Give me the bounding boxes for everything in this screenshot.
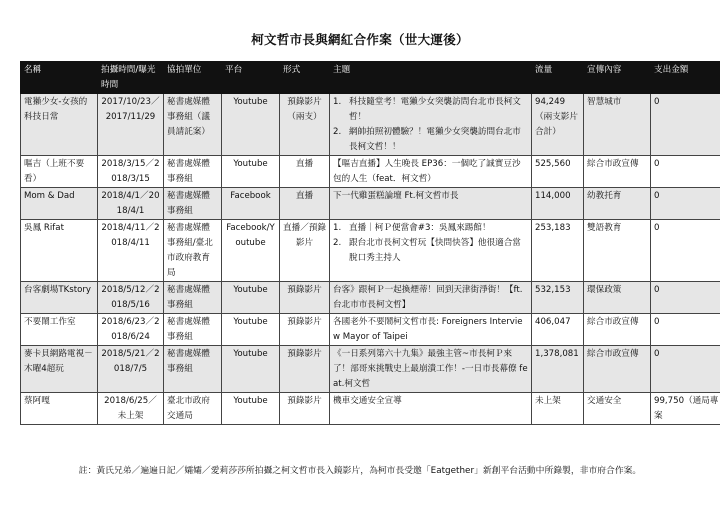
cell-topic: 【嘔吉直播】人生晚長 EP36：一個吃了誠實豆沙包的人生（feat．柯文哲） [330, 156, 532, 188]
cell-promo: 綜合市政宣傳 [584, 314, 651, 346]
cell-promo: 幼教托育 [584, 188, 651, 220]
cell-name: 電獺少女-女孩的科技日常 [21, 94, 98, 156]
topic-item-number: 1. [333, 97, 342, 107]
cell-shoot-time: 2018/3/15／2018/3/15 [98, 156, 164, 188]
cell-cost: 0 [651, 346, 720, 393]
cell-promo: 綜合市政宣傳 [584, 346, 651, 393]
table-row [21, 156, 720, 188]
header-name: 名稱 [21, 62, 98, 94]
cell-partner: 秘書處媒體事務組 [164, 282, 222, 314]
header-promo: 宣傳內容 [584, 62, 651, 94]
header-topic: 主題 [330, 62, 532, 94]
cell-format: 預錄影片 [280, 393, 330, 425]
cell-name: 不要鬧工作室 [21, 314, 98, 346]
cell-views: 525,560 [532, 156, 584, 188]
cell-views: 406,047 [532, 314, 584, 346]
cell-platform: Youtube [222, 282, 280, 314]
cell-name: Mom & Dad [21, 188, 98, 220]
cell-views: 未上架 [532, 393, 584, 425]
cell-shoot-time: 2018/6/25／未上架 [98, 393, 164, 425]
cooperation-table [20, 61, 720, 425]
cell-platform: Youtube [222, 94, 280, 156]
topic-item-text: 直播｜柯Ｐ便當會#3：吳鳳來踢館！ [349, 223, 491, 233]
cell-shoot-time: 2017/10/23／2017/11/29 [98, 94, 164, 156]
cell-cost: 0 [651, 94, 720, 156]
footnote: 註：黃氏兄弟／遍遍日記／孀孀／愛莉莎莎所拍攝之柯文哲市長入鏡影片，為柯市長受邀「Eatgether」新創平台活動中所錄製，非市府合作案。 [78, 466, 642, 476]
cell-format: 預錄影片 [280, 346, 330, 393]
cell-partner: 秘書處媒體事務組 [164, 314, 222, 346]
table-row [21, 314, 720, 346]
cell-format: 直播 [280, 156, 330, 188]
header-partner: 協拍單位 [164, 62, 222, 94]
cell-partner: 秘書處媒體事務組/臺北市政府教育局 [164, 220, 222, 282]
cell-views: 94,249（兩支影片合計） [532, 94, 584, 156]
topic-item [333, 95, 528, 125]
cell-partner: 秘書處媒體事務組 [164, 346, 222, 393]
cell-name: 嘔吉（上班不要看） [21, 156, 98, 188]
cell-views: 532,153 [532, 282, 584, 314]
cell-cost: 0 [651, 156, 720, 188]
table-row [21, 393, 720, 425]
cell-format: 直播／預錄影片 [280, 220, 330, 282]
cell-format: 預錄影片 [280, 282, 330, 314]
cell-shoot-time: 2018/5/12／2018/5/16 [98, 282, 164, 314]
cell-promo: 智慧城市 [584, 94, 651, 156]
topic-item-number: 2. [333, 238, 342, 248]
table-row [21, 282, 720, 314]
cell-cost: 0 [651, 220, 720, 282]
cell-partner: 秘書處媒體事務組 [164, 156, 222, 188]
cell-promo: 環保政策 [584, 282, 651, 314]
topic-item [333, 125, 528, 155]
cell-views: 253,183 [532, 220, 584, 282]
cell-name: 台客劇場TKstory [21, 282, 98, 314]
header-cost: 支出金額 [651, 62, 720, 94]
cell-format: 直播 [280, 188, 330, 220]
cell-partner: 秘書處媒體事務組（議員請託案） [164, 94, 222, 156]
cell-platform: Youtube [222, 314, 280, 346]
table-header-row [21, 62, 720, 94]
cell-name: 麥卡貝網路電視－木曜4超玩 [21, 346, 98, 393]
table-row [21, 188, 720, 220]
cell-cost: 0 [651, 282, 720, 314]
cell-promo: 綜合市政宣傳 [584, 156, 651, 188]
cell-name: 蔡阿嘎 [21, 393, 98, 425]
cell-shoot-time: 2018/4/1／2018/4/1 [98, 188, 164, 220]
cell-format: 預錄影片（兩支） [280, 94, 330, 156]
topic-item-text: 科技隨堂考！電獺少女突襲訪問台北市長柯文哲！ [349, 97, 521, 122]
topic-item-number: 1. [333, 223, 342, 233]
header-format: 形式 [280, 62, 330, 94]
cooperation-table-wrapper [20, 61, 720, 459]
cell-topic: 各國老外不要鬧柯文哲市長: Foreigners Interview Mayor of Taipei [330, 314, 532, 346]
document-title: 柯文哲市長與網紅合作案（世大運後） [251, 32, 469, 47]
cell-promo: 雙語教育 [584, 220, 651, 282]
topic-list [333, 95, 528, 155]
cell-format: 預錄影片 [280, 314, 330, 346]
cell-cost: 0 [651, 314, 720, 346]
header-platform: 平台 [222, 62, 280, 94]
cell-topic: 機車交通安全宣導 [330, 393, 532, 425]
cell-partner: 臺北市政府交通局 [164, 393, 222, 425]
cell-partner: 秘書處媒體事務組 [164, 188, 222, 220]
cell-shoot-time: 2018/4/11／2018/4/11 [98, 220, 164, 282]
topic-item-text: 網帥拍照初體驗？！電獺少女突襲訪問台北市長柯文哲！！ [349, 127, 521, 152]
topic-item [333, 221, 528, 236]
cell-topic: 下一代雞蛋糕論壇 Ft.柯文哲市長 [330, 188, 532, 220]
cell-platform: Youtube [222, 156, 280, 188]
topic-item-text: 跟台北市長柯文哲玩【快問快答】他很適合當脫口秀主持人 [349, 238, 521, 263]
cell-cost: 0 [651, 188, 720, 220]
cell-topic [330, 94, 532, 156]
cell-topic [330, 220, 532, 282]
cell-shoot-time: 2018/6/23／2018/6/24 [98, 314, 164, 346]
cell-cost: 99,750（通局專案 [651, 393, 720, 425]
cell-platform: Youtube [222, 346, 280, 393]
cell-topic: 台客》跟柯Ｐ一起換煙蒂！回到天津街淨街！【ft.台北市市長柯文哲】 [330, 282, 532, 314]
cell-platform: Facebook [222, 188, 280, 220]
cell-platform: Youtube [222, 393, 280, 425]
cell-promo: 交通安全 [584, 393, 651, 425]
topic-list [333, 221, 528, 266]
topic-item-number: 2. [333, 127, 342, 137]
topic-item [333, 236, 528, 266]
cell-name: 吳鳳 Rifat [21, 220, 98, 282]
table-row [21, 94, 720, 156]
cell-views: 114,000 [532, 188, 584, 220]
cell-shoot-time: 2018/5/21／2018/7/5 [98, 346, 164, 393]
header-views: 流量 [532, 62, 584, 94]
table-row [21, 346, 720, 393]
cell-views: 1,378,081 [532, 346, 584, 393]
cell-topic: 《一日系列第六十九集》最強主管~市長柯Ｐ來了！部哥來挑戰史上最崩潰工作！-一日市長幕僚 feat.柯文哲 [330, 346, 532, 393]
table-row [21, 220, 720, 282]
cell-platform: Facebook/Youtube [222, 220, 280, 282]
header-shoot-time: 拍攝時間/曝光時間 [98, 62, 164, 94]
